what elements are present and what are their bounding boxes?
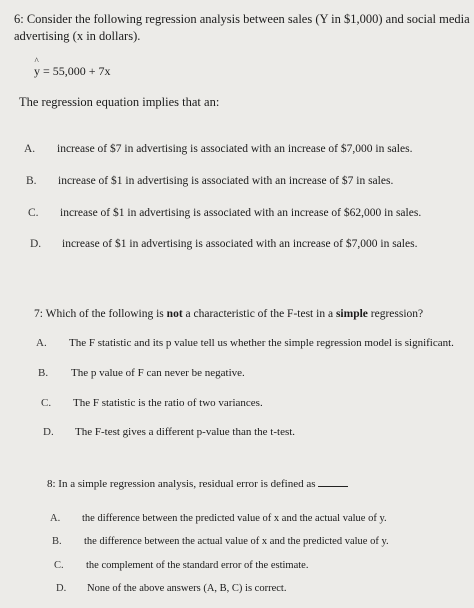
y-hat-symbol: ^ y: [34, 64, 40, 79]
question-7-stem-mid: a characteristic of the F-test in a: [182, 308, 336, 320]
option-8c-letter[interactable]: C.: [54, 560, 64, 571]
option-6c-text[interactable]: increase of $1 in advertising is associated with an increase of $62,000 in sales.: [60, 207, 422, 219]
option-6b-text[interactable]: increase of $1 in advertising is associated with an increase of $7 in sales.: [58, 175, 394, 187]
option-6d-text[interactable]: increase of $1 in advertising is associated with an increase of $7,000 in sales.: [62, 238, 418, 250]
question-8-stem-text: 8: In a simple regression analysis, residual error is defined as: [47, 478, 316, 490]
question-7-stem: [34, 306, 423, 323]
option-7a-text[interactable]: The F statistic and its p value tell us whether the simple regression model is significant.: [69, 337, 454, 349]
option-8c-text[interactable]: the complement of the standard error of the estimate.: [86, 560, 309, 571]
question-6-stem-line-1: 6: Consider the following regression analysis between sales (Y in $1,000) and social media: [14, 12, 470, 26]
option-6a-text[interactable]: increase of $7 in advertising is associated with an increase of $7,000 in sales.: [57, 143, 413, 155]
option-7b-letter[interactable]: B.: [38, 367, 49, 379]
option-6a-letter[interactable]: A.: [24, 143, 36, 155]
answer-blank: [318, 477, 348, 487]
option-7b-text[interactable]: The p value of F can never be negative.: [71, 367, 245, 379]
option-7c-text[interactable]: The F statistic is the ratio of two variances.: [73, 397, 263, 409]
option-8a-text[interactable]: the difference between the predicted value of x and the actual value of y.: [82, 513, 387, 524]
question-7-stem-post: regression?: [367, 308, 424, 320]
option-8b-text[interactable]: the difference between the actual value of x and the predicted value of y.: [84, 536, 389, 547]
question-7-emphasis-simple: simple: [335, 308, 368, 320]
option-7a-letter[interactable]: A.: [36, 337, 47, 349]
question-8-stem: [47, 476, 348, 493]
option-6b-letter[interactable]: B.: [26, 175, 37, 187]
regression-equation: [34, 64, 111, 79]
equation-text: = 55,000 + 7x: [40, 64, 111, 78]
option-7c-letter[interactable]: C.: [41, 397, 52, 409]
question-6-stem-line-2: advertising (x in dollars).: [14, 29, 141, 43]
option-8b-letter[interactable]: B.: [52, 536, 62, 547]
option-7d-text[interactable]: The F-test gives a different p-value than the t-test.: [75, 426, 296, 438]
question-7-emphasis-not: not: [166, 308, 183, 320]
option-7d-letter[interactable]: D.: [43, 426, 54, 438]
question-6-lead: The regression equation implies that an:: [19, 95, 220, 109]
option-6c-letter[interactable]: C.: [28, 207, 39, 219]
option-8d-letter[interactable]: D.: [56, 583, 67, 594]
option-8a-letter[interactable]: A.: [50, 513, 61, 524]
option-8d-text[interactable]: None of the above answers (A, B, C) is correct.: [87, 583, 287, 594]
question-7-stem-pre: 7: Which of the following is: [34, 308, 167, 320]
option-6d-letter[interactable]: D.: [30, 238, 42, 250]
